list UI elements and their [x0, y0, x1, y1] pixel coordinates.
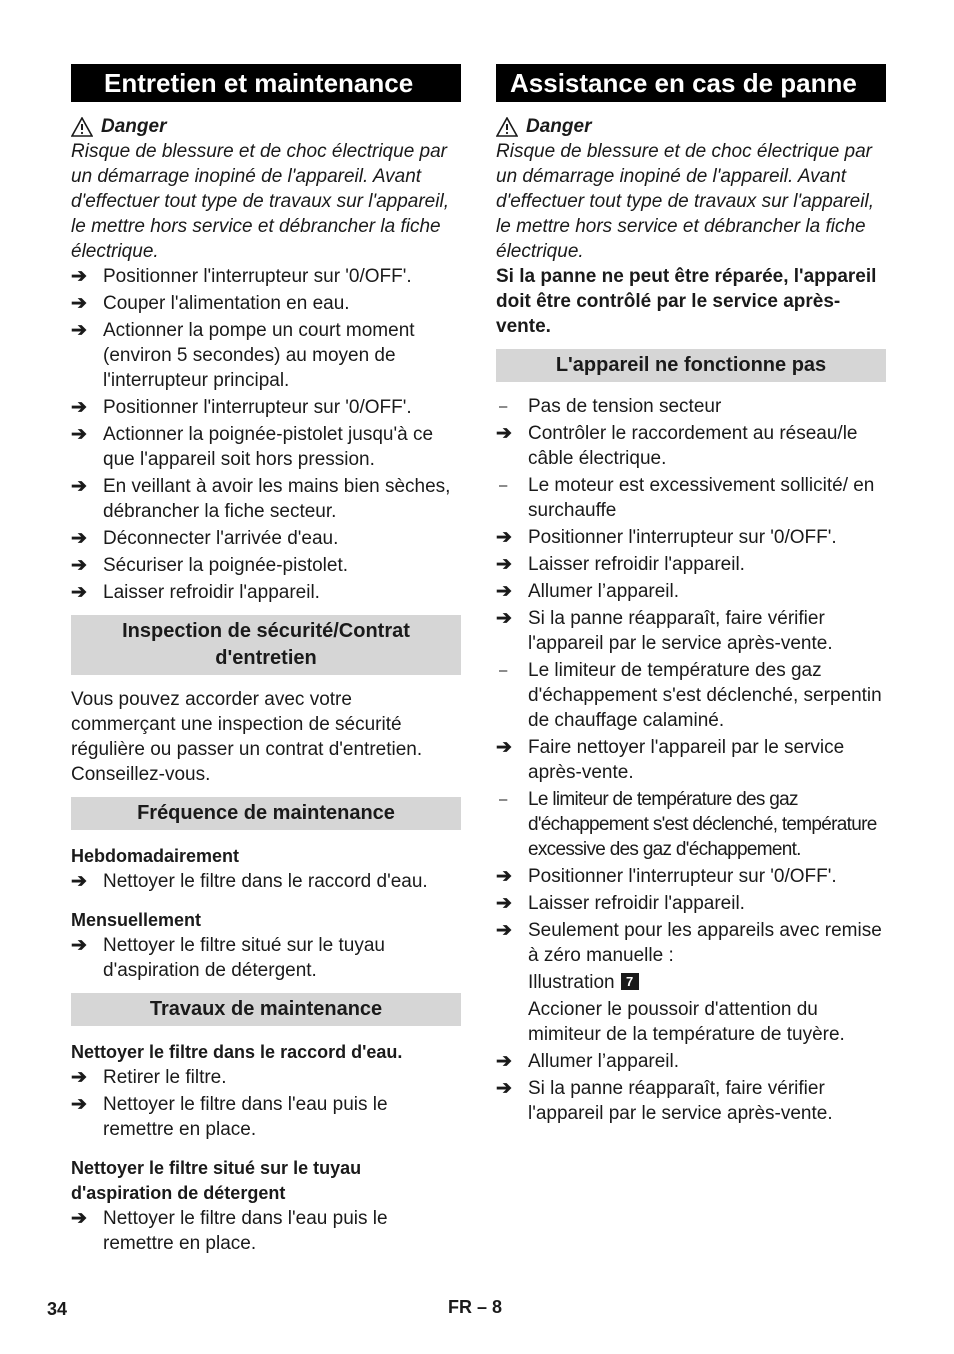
list-item: ➔ Sécuriser la poignée-pistolet.	[71, 555, 349, 576]
subsection-maintenance-work: Travaux de maintenance	[71, 993, 461, 1026]
illustration-number-badge: 7	[621, 973, 639, 990]
page-number: 34	[47, 1299, 68, 1319]
list-item: ➔ Allumer l’appareil.	[496, 581, 680, 602]
list-item: ➔ Contrôler le raccordement au réseau/le câble électrique.	[496, 423, 858, 469]
inspection-text: Vous pouvez accorder avec votre commerçant une inspection de sécurité régulière ou passer un contrat d'entretien. Conseillez-vous.	[71, 689, 423, 785]
list-item: ➔ Faire nettoyer l'appareil par le service après-vente.	[496, 737, 845, 783]
illustration-label: Illustration	[528, 972, 615, 993]
list-item: ➔ Si la panne réapparaît, faire vérifier l'appareil par le service après-vente.	[496, 1078, 833, 1124]
list-item: ➔ Positionner l'interrupteur sur '0/OFF'.	[71, 397, 412, 418]
dash-icon: –	[499, 662, 508, 679]
language-page-label: FR – 8	[448, 1297, 503, 1317]
clean-suction-filter-heading: Nettoyer le filtre situé sur le tuyau d'aspiration de détergent	[71, 1158, 362, 1203]
dash-icon: –	[499, 791, 508, 808]
dash-icon: –	[499, 477, 508, 494]
cause-item: – Le limiteur de température des gaz d'échappement s'est déclenché, température excessive des gaz d'échappement.	[496, 787, 886, 862]
arrow-icon: ➔	[71, 1067, 87, 1088]
clean-filter-heading: Nettoyer le filtre dans le raccord d'eau.	[71, 1042, 403, 1062]
arrow-icon: ➔	[496, 920, 512, 941]
section-title-maintenance: Entretien et maintenance	[71, 64, 461, 102]
cause-item: – Le limiteur de température des gaz d'échappement s'est déclenché, serpentin de chauffage calaminé.	[496, 658, 886, 733]
danger-text: Risque de blessure et de choc électrique par un démarrage inopiné de l'appareil. Avant d'effectuer tout type de travaux sur l'appareil, le mettre hors service et débrancher la fiche électrique.	[71, 141, 449, 262]
danger-heading	[496, 114, 886, 139]
subsection-inspection: Inspection de sécurité/Contrat d'entretien	[71, 615, 461, 675]
weekly-label: Hebdomadairement	[71, 846, 240, 866]
arrow-icon: ➔	[71, 476, 87, 497]
danger-label: Danger	[526, 116, 592, 137]
arrow-icon: ➔	[71, 582, 87, 603]
danger-label: Danger	[101, 116, 167, 137]
arrow-icon: ➔	[496, 554, 512, 575]
list-item: ➔ Si la panne réapparaît, faire vérifier l'appareil par le service après-vente.	[496, 608, 833, 654]
danger-heading	[71, 114, 461, 139]
list-item: ➔ Laisser refroidir l'appareil.	[496, 554, 745, 575]
arrow-icon: ➔	[496, 423, 512, 444]
arrow-icon: ➔	[496, 737, 512, 758]
illustration-reference	[496, 970, 886, 995]
arrow-icon: ➔	[496, 608, 512, 629]
arrow-icon: ➔	[71, 1094, 87, 1115]
warning-icon	[71, 117, 93, 137]
dash-icon: –	[499, 398, 508, 415]
list-item: ➔ Actionner la poignée-pistolet jusqu'à ce que l'appareil soit hors pression.	[71, 424, 434, 470]
list-item: ➔ En veillant à avoir les mains bien sèches, débrancher la fiche secteur.	[71, 476, 451, 522]
arrow-icon: ➔	[71, 266, 87, 287]
warning-icon	[496, 117, 518, 137]
cause-item: – Pas de tension secteur	[496, 394, 886, 419]
cause-item: – Le moteur est excessivement sollicité/ en surchauffe	[496, 473, 886, 523]
arrow-icon: ➔	[496, 893, 512, 914]
arrow-icon: ➔	[496, 866, 512, 887]
reset-text: Accioner le poussoir d'attention du mimiteur de la température de tuyère.	[528, 999, 845, 1045]
left-column	[71, 64, 461, 1258]
arrow-icon: ➔	[71, 935, 87, 956]
section-title-troubleshooting: Assistance en cas de panne	[496, 64, 886, 102]
list-item: ➔ Laisser refroidir l'appareil.	[71, 582, 320, 603]
list-item: ➔ Actionner la pompe un court moment (environ 5 secondes) au moyen de l'interrupteur principal.	[71, 320, 415, 391]
arrow-icon: ➔	[71, 528, 87, 549]
list-item: ➔ Laisser refroidir l'appareil.	[496, 893, 745, 914]
arrow-icon: ➔	[71, 397, 87, 418]
list-item: ➔ Retirer le filtre.	[71, 1067, 227, 1088]
arrow-icon: ➔	[496, 1051, 512, 1072]
list-item: ➔ Nettoyer le filtre situé sur le tuyau d'aspiration de détergent.	[71, 935, 385, 981]
list-item: ➔ Couper l'alimentation en eau.	[71, 293, 350, 314]
arrow-icon: ➔	[71, 320, 87, 341]
arrow-icon: ➔	[496, 527, 512, 548]
list-item: ➔ Seulement pour les appareils avec remise à zéro manuelle :	[496, 920, 882, 966]
danger-text: Risque de blessure et de choc électrique par un démarrage inopiné de l'appareil. Avant d'effectuer tout type de travaux sur l'appareil, le mettre hors service et débrancher la fiche électrique.	[496, 141, 874, 262]
list-item: ➔ Allumer l’appareil.	[496, 1051, 680, 1072]
subsection-frequency: Fréquence de maintenance	[71, 797, 461, 830]
right-column	[496, 64, 886, 1128]
list-item: ➔ Déconnecter l'arrivée d'eau.	[71, 528, 339, 549]
subsection-not-working: L'appareil ne fonctionne pas	[496, 349, 886, 382]
arrow-icon: ➔	[496, 1078, 512, 1099]
arrow-icon: ➔	[71, 293, 87, 314]
monthly-label: Mensuellement	[71, 910, 202, 930]
arrow-icon: ➔	[496, 581, 512, 602]
list-item: ➔ Nettoyer le filtre dans l'eau puis le remettre en place.	[71, 1208, 388, 1254]
list-item: ➔ Positionner l'interrupteur sur '0/OFF'.	[496, 527, 837, 548]
arrow-icon: ➔	[71, 871, 87, 892]
list-item: ➔ Nettoyer le filtre dans le raccord d'eau.	[71, 871, 428, 892]
arrow-icon: ➔	[71, 424, 87, 445]
service-notice: Si la panne ne peut être réparée, l'appareil doit être contrôlé par le service après-vente.	[496, 266, 877, 337]
arrow-icon: ➔	[71, 1208, 87, 1229]
arrow-icon: ➔	[71, 555, 87, 576]
list-item: ➔ Positionner l'interrupteur sur '0/OFF'.	[496, 866, 837, 887]
list-item: ➔ Positionner l'interrupteur sur '0/OFF'.	[71, 266, 412, 287]
list-item: ➔ Nettoyer le filtre dans l'eau puis le remettre en place.	[71, 1094, 388, 1140]
